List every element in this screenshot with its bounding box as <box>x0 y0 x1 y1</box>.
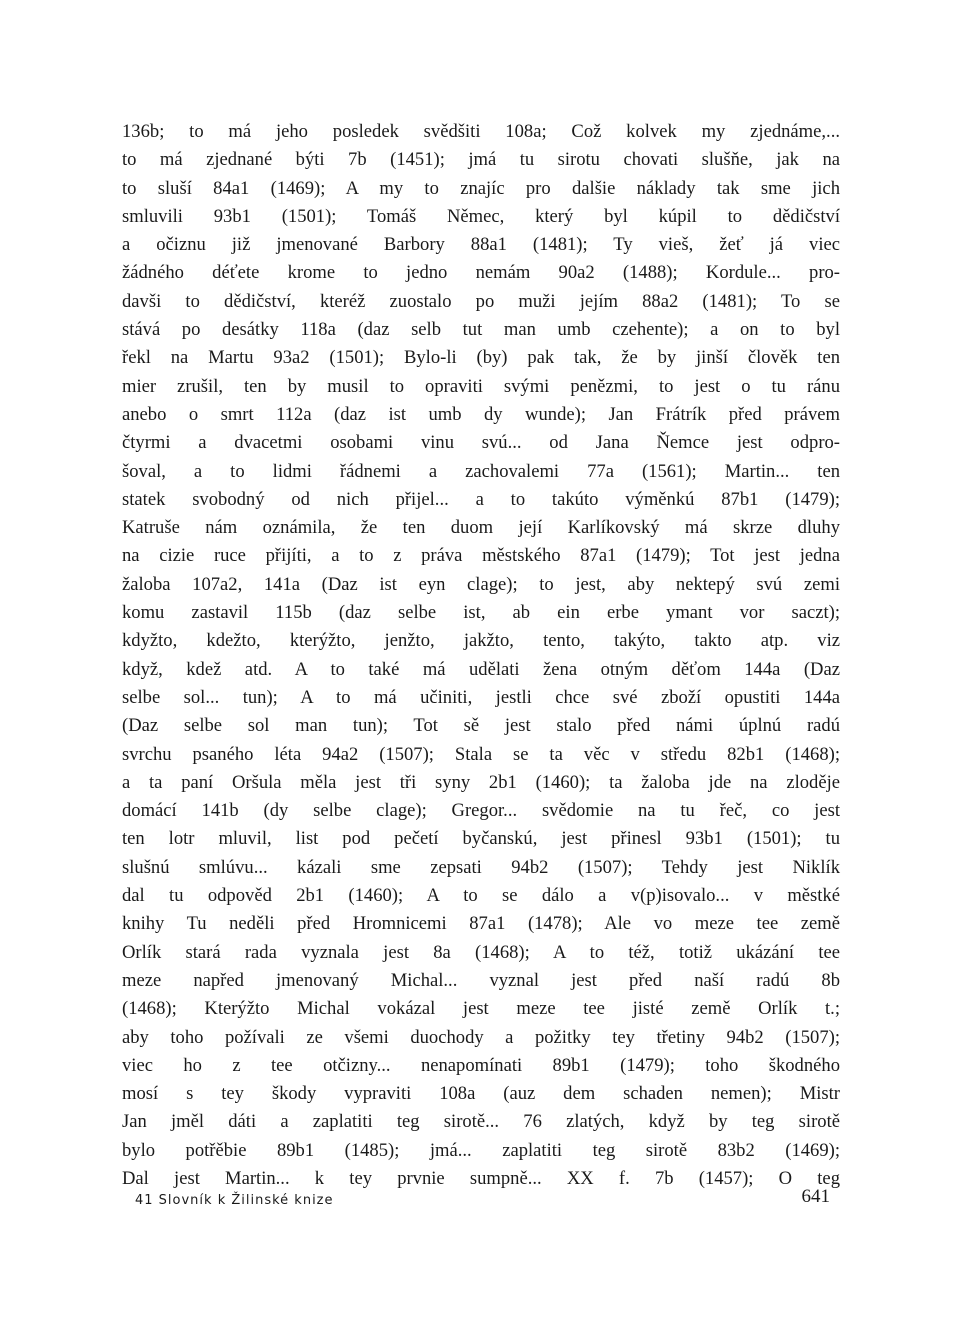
text-line: (Daz selbe sol man tun); Tot sě jest stalo před námi úplnú radú <box>122 715 840 737</box>
text-line: to sluší 84a1 (1469); A my to znajíc pro dalšie náklady tak sme jich <box>122 177 840 199</box>
text-line: ten lotr mluvil, list pod pečetí byčanskú, jest přinesl 93b1 (1501); tu <box>122 828 840 850</box>
text-line: domácí 141b (dy selbe clage); Gregor... svědomie na tu řeč, co jest <box>122 800 840 822</box>
text-line: viec ho z tee otčizny... nenapomínati 89b1 (1479); toho škodného <box>122 1054 840 1076</box>
text-line: statek svobodný od nich přijel... a to takúto výměnkú 87b1 (1479); <box>122 488 840 510</box>
text-line: selbe sol... tun); A to má učiniti, jestli chce své zboží opustiti 144a <box>122 686 840 708</box>
text-line: (1468); Kterýžto Michal vokázal jest meze tee jisté země Orlík t.; <box>122 998 840 1020</box>
text-line: a ta paní Oršula měla jest tři syny 2b1 (1460); ta žaloba jde na zloděje <box>122 771 840 793</box>
text-line: žádného déťete krome to jedno nemám 90a2 (1488); Kordule... pro- <box>122 262 840 284</box>
text-line: bylo potřěbie 89b1 (1485); jmá... zaplatiti teg sirotě 83b2 (1469); <box>122 1139 840 1161</box>
text-line: dal tu odpověd 2b1 (1460); A to se dálo a v(p)isovalo... v městké <box>122 885 840 907</box>
text-line: slušnú smlúvu... kázali sme zepsati 94b2 (1507); Tehdy jest Niklík <box>122 856 840 878</box>
text-line: Katruše nám oznámila, že ten duom její Karlíkovský má skrze dluhy <box>122 517 840 539</box>
text-line: a očiznu již jmenované Barbory 88a1 (1481); Ty vieš, žeť já viec <box>122 234 840 256</box>
text-line: Dal jest Martin... k tey prvnie sumpně... XX f. 7b (1457); O teg <box>122 1167 840 1189</box>
text-line: žaloba 107a2, 141a (Daz ist eyn clage); to jest, aby nektерý svú zemi <box>122 573 840 595</box>
text-line: mier zrušil, ten by musil to opraviti svými penězmi, to jest o tu ránu <box>122 375 840 397</box>
text-line: knihy Tu neděli před Hromnicemi 87a1 (1478); Ale vo meze tee země <box>122 913 840 935</box>
text-line: svrchu psaného léta 94a2 (1507); Stala se ta věc v středu 82b1 (1468); <box>122 743 840 765</box>
text-line: šoval, a to lidmi řádnemi a zachovalemi 77a (1561); Martin... ten <box>122 460 840 482</box>
text-line: Jan jměl dáti a zaplatiti teg sirotě... 76 zlatých, když by teg sirotě <box>122 1111 840 1133</box>
text-line: 136b; to má jeho posledek svědšiti 108a; Což kolvek my zjednáme,... <box>122 121 840 142</box>
text-line: komu zastavil 115b (daz selbe ist, ab ein erbe ymant vor saczt); <box>122 602 840 624</box>
footer-signature: 41 Slovník k Žilinské knize <box>135 1193 334 1208</box>
text-line: kdyžto, kdežto, kterýžto, jenžto, jakžto, tento, takýto, takto atp. viz <box>122 630 840 652</box>
text-line: řekl na Martu 93a2 (1501); Bylo-li (by) pak tak, že by jinší člověk ten <box>122 347 840 369</box>
text-line: to má zjednané býti 7b (1451); jmá tu sirotu chovati slušňe, jak na <box>122 149 840 171</box>
text-line: smluvili 93b1 (1501); Tomáš Němec, který byl kúpil to dědičství <box>122 205 840 227</box>
text-line: aby toho požívali ze všemi duochody a požitky tey třetiny 94b2 (1507); <box>122 1026 840 1048</box>
text-line: když, kdež atd. A to také má udělati žena otným děťom 144a (Daz <box>122 658 840 680</box>
body-text <box>122 118 840 1193</box>
text-line: stává po desátky 118a (daz selb tut man umb czehente); a on to byl <box>122 319 840 341</box>
text-line: mosí s tey škody vypraviti 108a (auz dem schaden nemen); Mistr <box>122 1083 840 1105</box>
text-line: čtyrmi a dvacetmi osobami vinu svú... od Jana Ňemce jest odpro- <box>122 432 840 454</box>
text-line: Orlík stará rada vyznala jest 8a (1468); A to též, totiž ukázání tee <box>122 941 840 963</box>
text-line: anebo o smrt 112a (daz ist umb dy wunde); Jan Frátrík před právem <box>122 403 840 425</box>
text-line: davši to dědičství, kteréž zuostalo po muži jejím 88a2 (1481); To se <box>122 290 840 312</box>
page-number: 641 <box>801 1186 830 1207</box>
text-line: na cizie ruce přijíti, a to z práva městského 87a1 (1479); Tot jest jedna <box>122 545 840 567</box>
text-line: meze napřed jmenovaný Michal... vyznal jest před naší radú 8b <box>122 969 840 991</box>
